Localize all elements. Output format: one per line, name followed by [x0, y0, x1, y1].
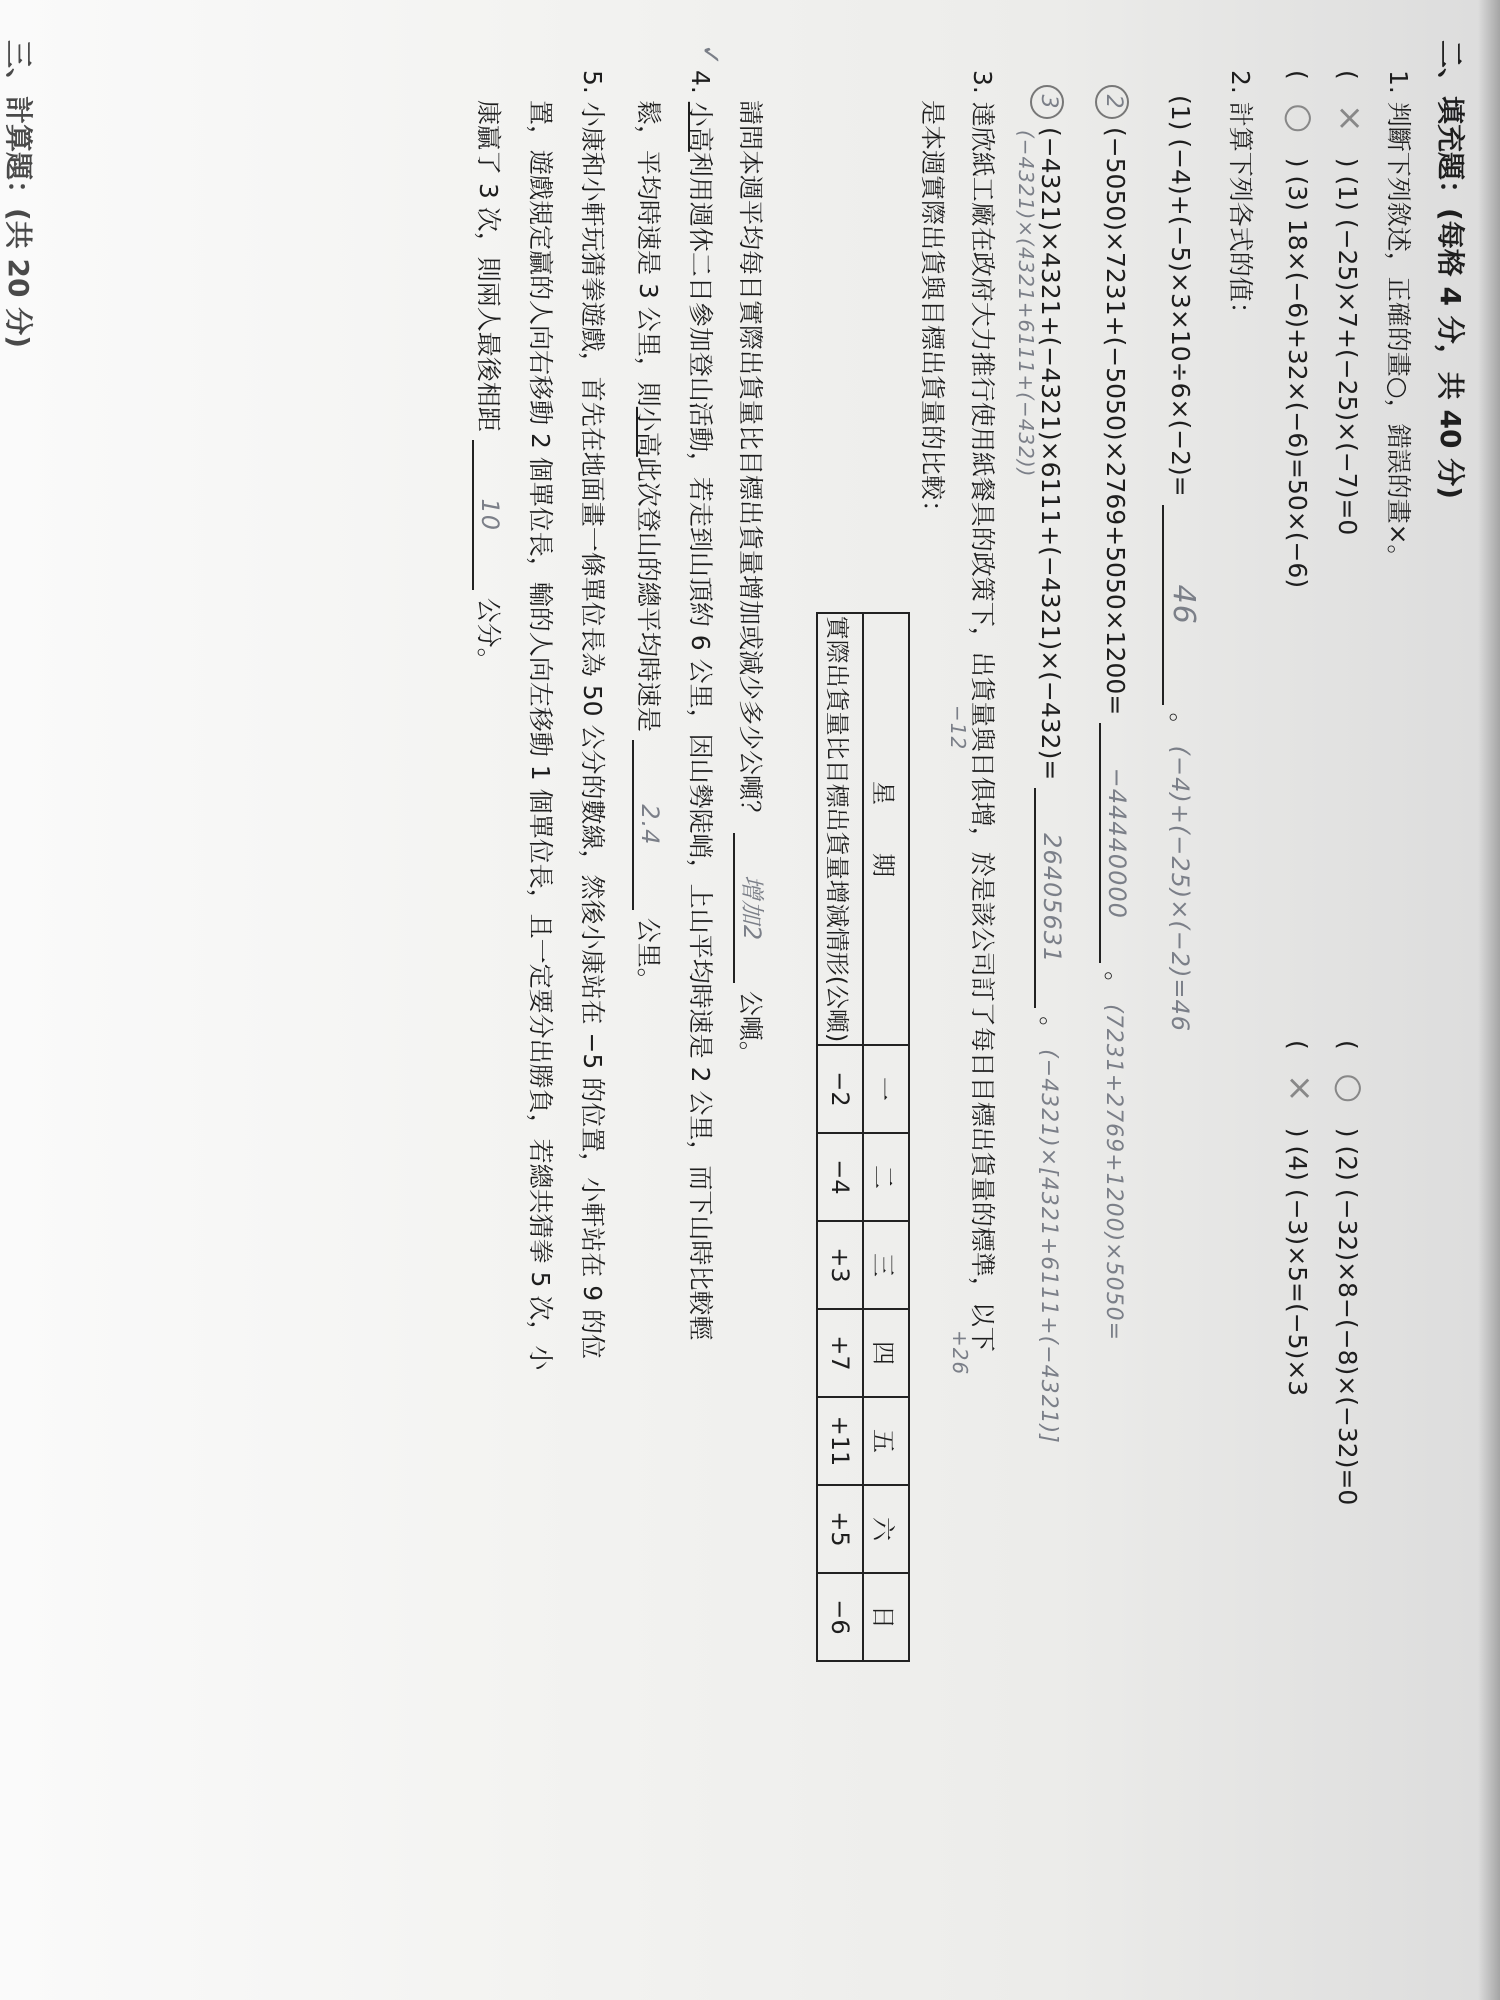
q3-answer: 增加2 — [738, 874, 766, 942]
table-row-label: 實際出貨量比目標出貨量增減情形(公噸) — [817, 613, 863, 1045]
q4-blank — [632, 740, 663, 910]
q1-item-1: (×) (1) (−25)×7+(−25)×(−7)=0 — [1330, 70, 1370, 536]
q1-item-3-text: (3) 18×(−6)+32×(−6)=50×(−6) — [1283, 175, 1312, 589]
table-day-cell: 五 — [863, 1397, 909, 1485]
q5-line-3 — [472, 100, 508, 673]
table-value-cell: −2 — [817, 1045, 863, 1133]
q3-ask: 請問本週平均每日實際出貨量比目標出貨量增加或減少多少公噸？ — [736, 100, 765, 826]
table-header-label: 星 期 — [863, 613, 909, 1045]
q1-item-1-mark: × — [1330, 104, 1370, 134]
q1-item-2-mark: ○ — [1330, 1073, 1370, 1105]
q2-part-2-end: 。 — [1101, 971, 1130, 997]
q5-line-2: 置，遊戲規定贏的人向右移動 2 個單位長，輸的人向左移動 1 個單位長，且一定要分出勝負，若總共猜拳 5 次，小 — [526, 100, 555, 1371]
q5-unit: 公分。 — [474, 597, 503, 673]
q5-line-3-text: 康贏了 3 次，則兩人最後相距 — [474, 100, 503, 432]
q2-part-1-blank — [1162, 505, 1199, 705]
table-day-cell: 日 — [863, 1573, 909, 1661]
q2-part-3-blank — [1034, 788, 1065, 1008]
q3-stem-line-1: 3. 達欣紙工廠在政府大力推行使用紙餐具的政策下，出貨量與日俱增，於是該公司訂了每日目標出貨量的標準，以下 — [968, 70, 997, 1352]
q2-part-1-work: (−4)+(−25)×(−2)=46 — [1166, 745, 1194, 1033]
q2-part-2-expr: (−5050)×7231+(−5050)×2769+5050×1200= — [1101, 126, 1130, 716]
q2-part-2-blank — [1099, 723, 1130, 963]
q2-part-3-work: (−4321)×[4321+6111+(−4321)] — [1036, 1049, 1061, 1444]
q1-item-2: (○) (2) (−32)×8−(−8)×(−32)=0 — [1330, 1040, 1370, 1506]
q3-question — [733, 100, 770, 1066]
q2-part-3-answer: 26405631 — [1038, 833, 1066, 964]
table-value-cell: −4 — [817, 1133, 863, 1221]
q1-item-3-mark: ○ — [1280, 103, 1320, 135]
q4-number: 4. — [686, 70, 715, 102]
q1-item-3: (○) (3) 18×(−6)+32×(−6)=50×(−6) — [1280, 70, 1320, 589]
shipment-table — [816, 612, 910, 1662]
table-row — [817, 613, 863, 1661]
table-row — [863, 613, 909, 1661]
q4-name: 小高 — [686, 101, 715, 152]
q3-margin-note-2: +26 — [948, 1330, 972, 1376]
q4-line-1 — [684, 70, 720, 1340]
q2-part-3-expr: (−4321)×4321+(−4321)×6111+(−4321)×(−432)= — [1036, 126, 1065, 781]
q4-check-mark: ✓ — [695, 44, 725, 67]
section3-title: 三、計算題：(共 20 分) — [2, 40, 35, 349]
table-day-cell: 六 — [863, 1485, 909, 1573]
q1-item-4-mark: × — [1280, 1074, 1320, 1104]
q2-part-1-end: 。 — [1166, 712, 1195, 738]
q2-part-1 — [1162, 95, 1200, 1032]
q5-answer: 10 — [476, 498, 504, 532]
q4-line-2 — [632, 100, 668, 993]
q1-item-4: (×) (4) (−3)×5=(−5)×3 — [1280, 1040, 1320, 1397]
table-day-cell: 二 — [863, 1133, 909, 1221]
q4-line-2-text-b: 此次登山的總平均時速是 — [634, 456, 663, 732]
q4-line-1-text: 利用週休二日參加登山活動，若走到山頂約 6 公里，因山勢陡峭，上山平均時速是 2 公里，而下山時比較輕 — [686, 151, 715, 1341]
q2-part-2 — [1095, 85, 1135, 1341]
q3-margin-note-1: −12 — [946, 705, 970, 751]
table-value-cell: +7 — [817, 1309, 863, 1397]
q2-part-3-end: 。 — [1036, 1016, 1065, 1042]
table-day-cell: 一 — [863, 1045, 909, 1133]
q3-stem-line-2: 是本週實際出貨與目標出貨量的比較： — [918, 100, 947, 526]
q2-part-3-work-2: (−4321)×(4321+6111+(−432)) — [1014, 130, 1038, 478]
q1-stem: 1. 判斷下列敘述，正確的畫○，錯誤的畫×。 — [1384, 70, 1413, 570]
q5-blank — [472, 440, 503, 590]
section2-title: 二、填充題：(每格 4 分，共 40 分) — [1434, 40, 1467, 500]
q2-part-3-number: 3 — [1030, 85, 1064, 119]
table-day-cell: 四 — [863, 1309, 909, 1397]
q5-line-1: 5. 小康和小軒玩猜拳遊戲，首先在地面畫一條單位長為 50 公分的數線，然後小康站在 −5 的位置，小軒站在 9 的位 — [578, 70, 607, 1360]
q1-item-1-text: (1) (−25)×7+(−25)×(−7)=0 — [1333, 175, 1362, 536]
q2-part-2-answer: −44440000 — [1103, 767, 1131, 919]
table-value-cell: +11 — [817, 1397, 863, 1485]
table-value-cell: +3 — [817, 1221, 863, 1309]
q4-name-2: 小高 — [634, 406, 663, 457]
table-value-cell: +5 — [817, 1485, 863, 1573]
q4-line-2-text-a: 鬆，平均時速是 3 公里，則 — [634, 100, 663, 407]
table-day-cell: 三 — [863, 1221, 909, 1309]
q3-unit: 公噸。 — [736, 990, 765, 1066]
q1-item-2-text: (2) (−32)×8−(−8)×(−32)=0 — [1333, 1145, 1362, 1506]
q2-stem: 2. 計算下列各式的值： — [1226, 70, 1255, 327]
q2-part-2-number: 2 — [1095, 85, 1129, 119]
q2-part-1-answer: 46 — [1166, 584, 1201, 625]
table-value-cell: −6 — [817, 1573, 863, 1661]
q1-item-4-text: (4) (−3)×5=(−5)×3 — [1283, 1145, 1312, 1397]
q3-blank — [733, 833, 770, 983]
q2-part-1-expr: (1) (−4)+(−5)×3×10÷6×(−2)= — [1166, 95, 1195, 497]
q2-part-2-work: (7231+2769+1200)×5050= — [1101, 1004, 1126, 1342]
q4-unit: 公里。 — [634, 917, 663, 993]
q4-answer: 2.4 — [636, 804, 664, 846]
